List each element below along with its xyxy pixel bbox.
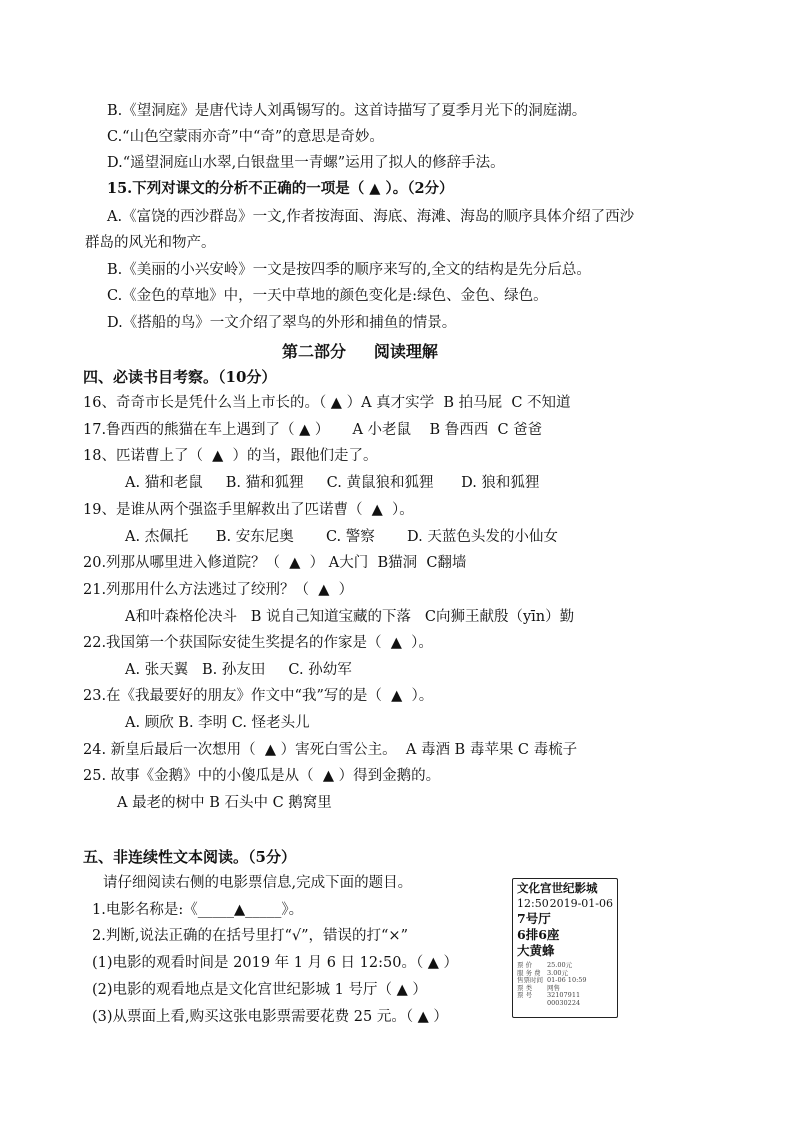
q19: 19、是谁从两个强盗手里解救出了匹诺曹（ ▲ ）。 [83,502,414,518]
q23: 23.在《我最要好的朋友》作文中“我”写的是（ ▲ ）。 [83,688,434,704]
q21-options: A和叶森格伦决斗 B 说自己知道宝藏的下落 C向狮王献殷（yīn）勤 [125,609,575,625]
section4-heading: 四、必读书目考察。（10分） [83,368,277,386]
q24: 24. 新皇后最后一次想用（ ▲ ）害死白雪公主。 A 毒酒 B 毒苹果 C 毒梳子 [83,742,578,758]
q17: 17.鲁西西的熊猫在车上遇到了（ ▲ ） A 小老鼠 B 鲁西西 C 爸爸 [83,422,543,438]
q18-options: A. 猫和老鼠 B. 猫和狐狸 C. 黄鼠狼和狐狸 D. 狼和狐狸 [125,475,540,491]
q15-option-a: A.《富饶的西沙群岛》一文,作者按海面、海底、海滩、海岛的顺序具体介绍了西沙 [107,209,635,225]
q25-options: A 最老的树中 B 石头中 C 鹅窝里 [117,795,332,811]
s5-q2-1: (1)电影的观看时间是 2019 年 1 月 6 日 12:50。（ ▲ ） [92,955,459,971]
q22-options: A. 张天翼 B. 孙友田 C. 孙幼军 [125,662,352,678]
ticket-datetime [517,896,613,911]
q18: 18、匹诺曹上了（ ▲ ）的当，跟他们走了。 [83,448,378,464]
q15-option-a-cont: 群岛的风光和物产。 [85,235,216,251]
movie-ticket [512,878,618,1018]
q15-option-d: D.《搭船的鸟》一文介绍了翠鸟的外形和捕鱼的情景。 [107,315,457,331]
ticket-detail-row: 服 务 费 3.00元 [517,968,568,977]
ticket-detail-row: 票 价 25.00元 [517,961,573,969]
ticket-detail-row: 票 号 32107911 [517,991,581,999]
s5-q2-2: (2)电影的观看地点是文化宫世纪影城 1 号厅（ ▲ ） [92,982,427,998]
q15-option-b: B.《美丽的小兴安岭》一文是按四季的顺序来写的,全文的结构是先分后总。 [107,262,591,278]
ticket-detail-row: 00030224 [547,998,581,1007]
ticket-movie: 大黄蜂 [517,943,555,958]
ticket-hall: 7号厅 [517,911,551,926]
ticket-detail-row: 票 类 网售 [517,983,560,992]
ticket-details [517,962,613,1007]
ticket-date: 2019-01-06 [549,897,613,910]
section5-heading: 五、非连续性文本阅读。（5分） [83,848,296,866]
q21: 21.列那用什么方法逃过了绞刑？（ ▲ ） [83,582,354,598]
s5-q1: 1.电影名称是:《_____▲_____》。 [92,902,304,918]
q19-options: A. 杰佩托 B. 安东尼奥 C. 警察 D. 天蓝色头发的小仙女 [125,529,558,545]
q22: 22.我国第一个获国际安徒生奖提名的作家是（ ▲ ）。 [83,635,433,651]
ticket-detail-row: 售票时间 01-06 10:59 [517,976,587,984]
ticket-seat: 6排6座 [517,927,560,942]
s5-q2: 2.判断,说法正确的在括号里打“√”，错误的打“×” [92,928,408,944]
s5-q2-3: (3)从票面上看,购买这张电影票需要花费 25 元。（ ▲ ） [92,1009,448,1025]
section5-intro: 请仔细阅读右侧的电影票信息,完成下面的题目。 [103,875,413,891]
ticket-cinema: 文化宫世纪影城 [517,881,598,895]
q20: 20.列那从哪里进入修道院？（ ▲ ） A大门 B猫洞 C翻墙 [83,555,467,571]
q15-option-c: C.《金色的草地》中，一天中草地的颜色变化是:绿色、金色、绿色。 [107,288,548,304]
q14-option-d: D.“遥望洞庭山水翠,白银盘里一青螺”运用了拟人的修辞手法。 [107,155,505,171]
q25: 25. 故事《金鹅》中的小傻瓜是从（ ▲ ）得到金鹅的。 [83,768,441,784]
q14-option-b: B.《望洞庭》是唐代诗人刘禹锡写的。这首诗描写了夏季月光下的洞庭湖。 [107,103,587,119]
q15-stem: 15.下列对课文的分析不正确的一项是（ ▲ ）。（2分） [107,180,454,197]
part2-title: 第二部分 阅读理解 [282,342,438,361]
ticket-time: 12:50 [517,897,549,910]
q14-option-c: C.“山色空蒙雨亦奇”中“奇”的意思是奇妙。 [107,129,384,145]
q23-options: A. 顾欣 B. 李明 C. 怪老头儿 [125,715,310,731]
q16: 16、奇奇市长是凭什么当上市长的。（ ▲ ）A 真才实学 B 拍马屁 C 不知道 [83,395,571,411]
